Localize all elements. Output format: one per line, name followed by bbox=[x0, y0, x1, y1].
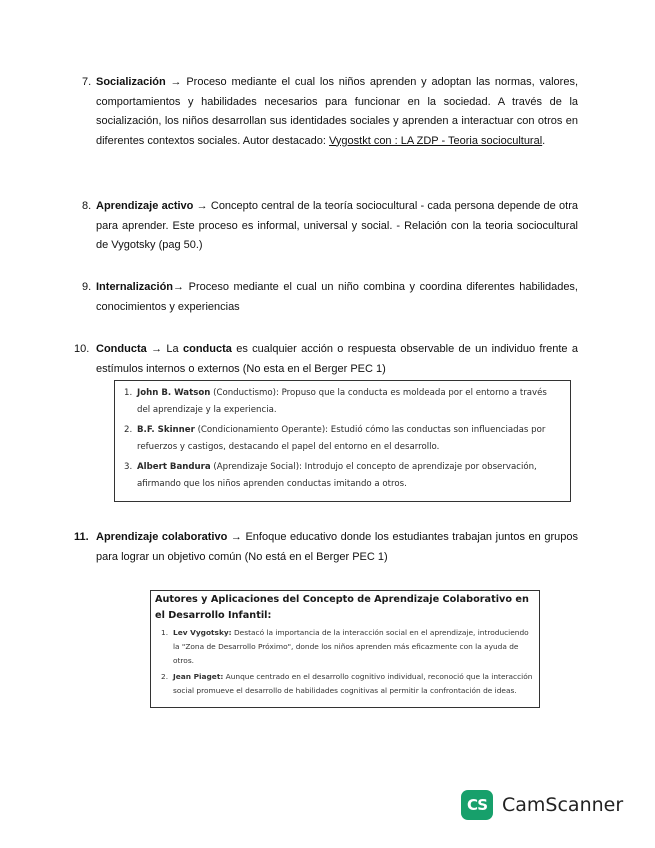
item-text: → Enfoque educativo donde los estudiantes trabajan juntos en grupos para lograr un objetivo común (No está en el Berger PEC 1) bbox=[96, 531, 578, 563]
item-term: Internalización bbox=[96, 281, 174, 293]
list-item: 3. Albert Bandura (Aprendizaje Social): Introdujo el concepto de aprendizaje por observación, afirmando que los niños aprenden conductas imitando a otros. bbox=[124, 462, 537, 489]
item-term: Socialización bbox=[96, 76, 166, 88]
item-text: → La bbox=[146, 343, 183, 355]
item-aprendizaje-colaborativo bbox=[74, 528, 578, 567]
item-conducta bbox=[74, 340, 579, 379]
item-number: 10. bbox=[74, 343, 90, 355]
item-text: → Proceso mediante el cual los niños aprenden y adoptan las normas, valores, comportamientos y habilidades necesarios para funcionar en la sociedad. A través de la socialización, los niños desarrollan sus identidades sociales y aprenden a interactuar con otros en diferentes contextos sociales. Autor destacado: bbox=[96, 76, 578, 147]
authors-list bbox=[151, 626, 539, 698]
item-term: Conducta bbox=[96, 343, 147, 355]
item-term: Aprendizaje colaborativo bbox=[96, 531, 228, 543]
item-term: Aprendizaje activo bbox=[96, 200, 194, 212]
item-socializacion bbox=[82, 73, 578, 151]
item-number: 7. bbox=[82, 76, 92, 88]
item-number: 9. bbox=[82, 281, 92, 293]
item-number: 11. bbox=[74, 531, 89, 543]
conducta-authors-box bbox=[114, 380, 571, 502]
list-item: 1. John B. Watson (Conductismo): Propuso que la conducta es moldeada por el entorno a través del aprendizaje y la experiencia. bbox=[124, 388, 547, 415]
list-item: 1. Lev Vygotsky: Destacó la importancia de la interacción social en el aprendizaje, introduciendo la "Zona de Desarrollo Próximo", donde los niños aprenden más eficazmente con la ayuda de otros. bbox=[161, 628, 529, 665]
colaborativo-authors-box bbox=[150, 590, 540, 708]
authors-list bbox=[115, 381, 570, 493]
camscanner-wordmark: CamScanner bbox=[502, 794, 624, 816]
camscanner-logo-icon: CS bbox=[461, 790, 493, 820]
item-text: → Concepto central de la teoría sociocultural - cada persona depende de otra para aprender. Este proceso es informal, universal y social. - Relación con la teoria sociocultural de Vygotsky (pag 50.) bbox=[96, 200, 578, 251]
box-header: Autores y Aplicaciones del Concepto de Aprendizaje Colaborativo en el Desarrollo Infantil: bbox=[155, 594, 529, 621]
item-number: 8. bbox=[82, 200, 92, 212]
list-item: 2. B.F. Skinner (Condicionamiento Operante): Estudió cómo las conductas son influenciadas por refuerzos y castigos, destacando el papel del entorno en el desarrollo. bbox=[124, 425, 546, 452]
item-text: es cualquier acción o respuesta observable de un individuo frente a estímulos internos o externos (No esta en el Berger PEC 1) bbox=[96, 343, 579, 375]
item-link[interactable]: Vygostkt con : LA ZDP - Teoria sociocultural bbox=[328, 134, 543, 147]
item-internalizacion bbox=[82, 278, 578, 317]
item-text: → Proceso mediante el cual un niño combina y coordina diferentes habilidades, conocimientos y experiencias bbox=[96, 281, 578, 313]
item-end: . bbox=[542, 134, 546, 147]
item-aprendizaje-activo bbox=[82, 197, 578, 256]
item-term-inline: conducta bbox=[182, 343, 232, 355]
list-item: 2. Jean Piaget: Aunque centrado en el desarrollo cognitivo individual, reconoció que la interacción social promueve el desarrollo de habilidades cognitivas al permitir la confrontación de ideas. bbox=[161, 672, 533, 695]
